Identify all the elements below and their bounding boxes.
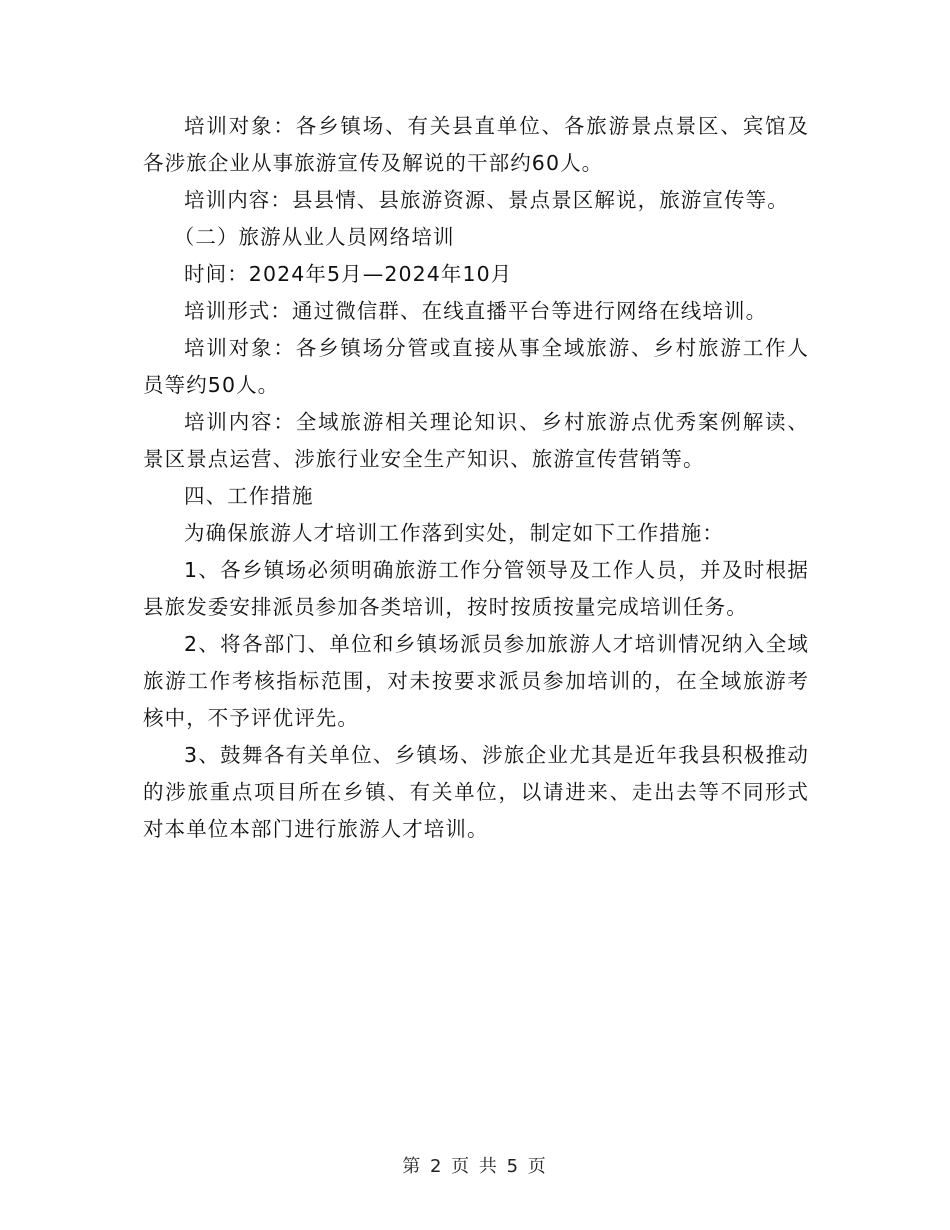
document-body [143, 108, 809, 848]
paragraph-training-target: 培训对象：各乡镇场、有关县直单位、各旅游景点景区、宾馆及各涉旅企业从事旅游宣传及解说的干部约60人。 [143, 114, 809, 175]
page-footer [0, 1152, 950, 1178]
page-number-label: 第 2 页 共 5 页 [402, 1156, 548, 1177]
paragraph-measure-1: 1、各乡镇场必须明确旅游工作分管领导及工作人员，并及时根据县旅发委安排派员参加各类培训，按时按质按量完成培训任务。 [143, 558, 809, 619]
paragraph-measures-intro: 为确保旅游人才培训工作落到实处，制定如下工作措施： [184, 521, 724, 545]
paragraph-section-online-training: （二）旅游从业人员网络培训 [173, 225, 455, 249]
paragraph-training-time: 时间：2024年5月—2024年10月 [184, 262, 513, 286]
heading-work-measures: 四、工作措施 [184, 484, 314, 508]
paragraph-online-training-content: 培训内容：全域旅游相关理论知识、乡村旅游点优秀案例解读、景区景点运营、涉旅行业安全生产知识、旅游宣传营销等。 [143, 410, 809, 471]
paragraph-training-content: 培训内容：县县情、县旅游资源、景点景区解说，旅游宣传等。 [184, 188, 789, 212]
paragraph-training-format: 培训形式：通过微信群、在线直播平台等进行网络在线培训。 [184, 299, 768, 323]
paragraph-measure-3: 3、鼓舞各有关单位、乡镇场、涉旅企业尤其是近年我县积极推动的涉旅重点项目所在乡镇、有关单位，以请进来、走出去等不同形式对本单位本部门进行旅游人才培训。 [143, 743, 809, 841]
paragraph-measure-2: 2、将各部门、单位和乡镇场派员参加旅游人才培训情况纳入全域旅游工作考核指标范围，对未按要求派员参加培训的，在全域旅游考核中，不予评优评先。 [143, 632, 809, 730]
paragraph-online-training-target: 培训对象：各乡镇场分管或直接从事全域旅游、乡村旅游工作人员等约50人。 [143, 336, 809, 397]
